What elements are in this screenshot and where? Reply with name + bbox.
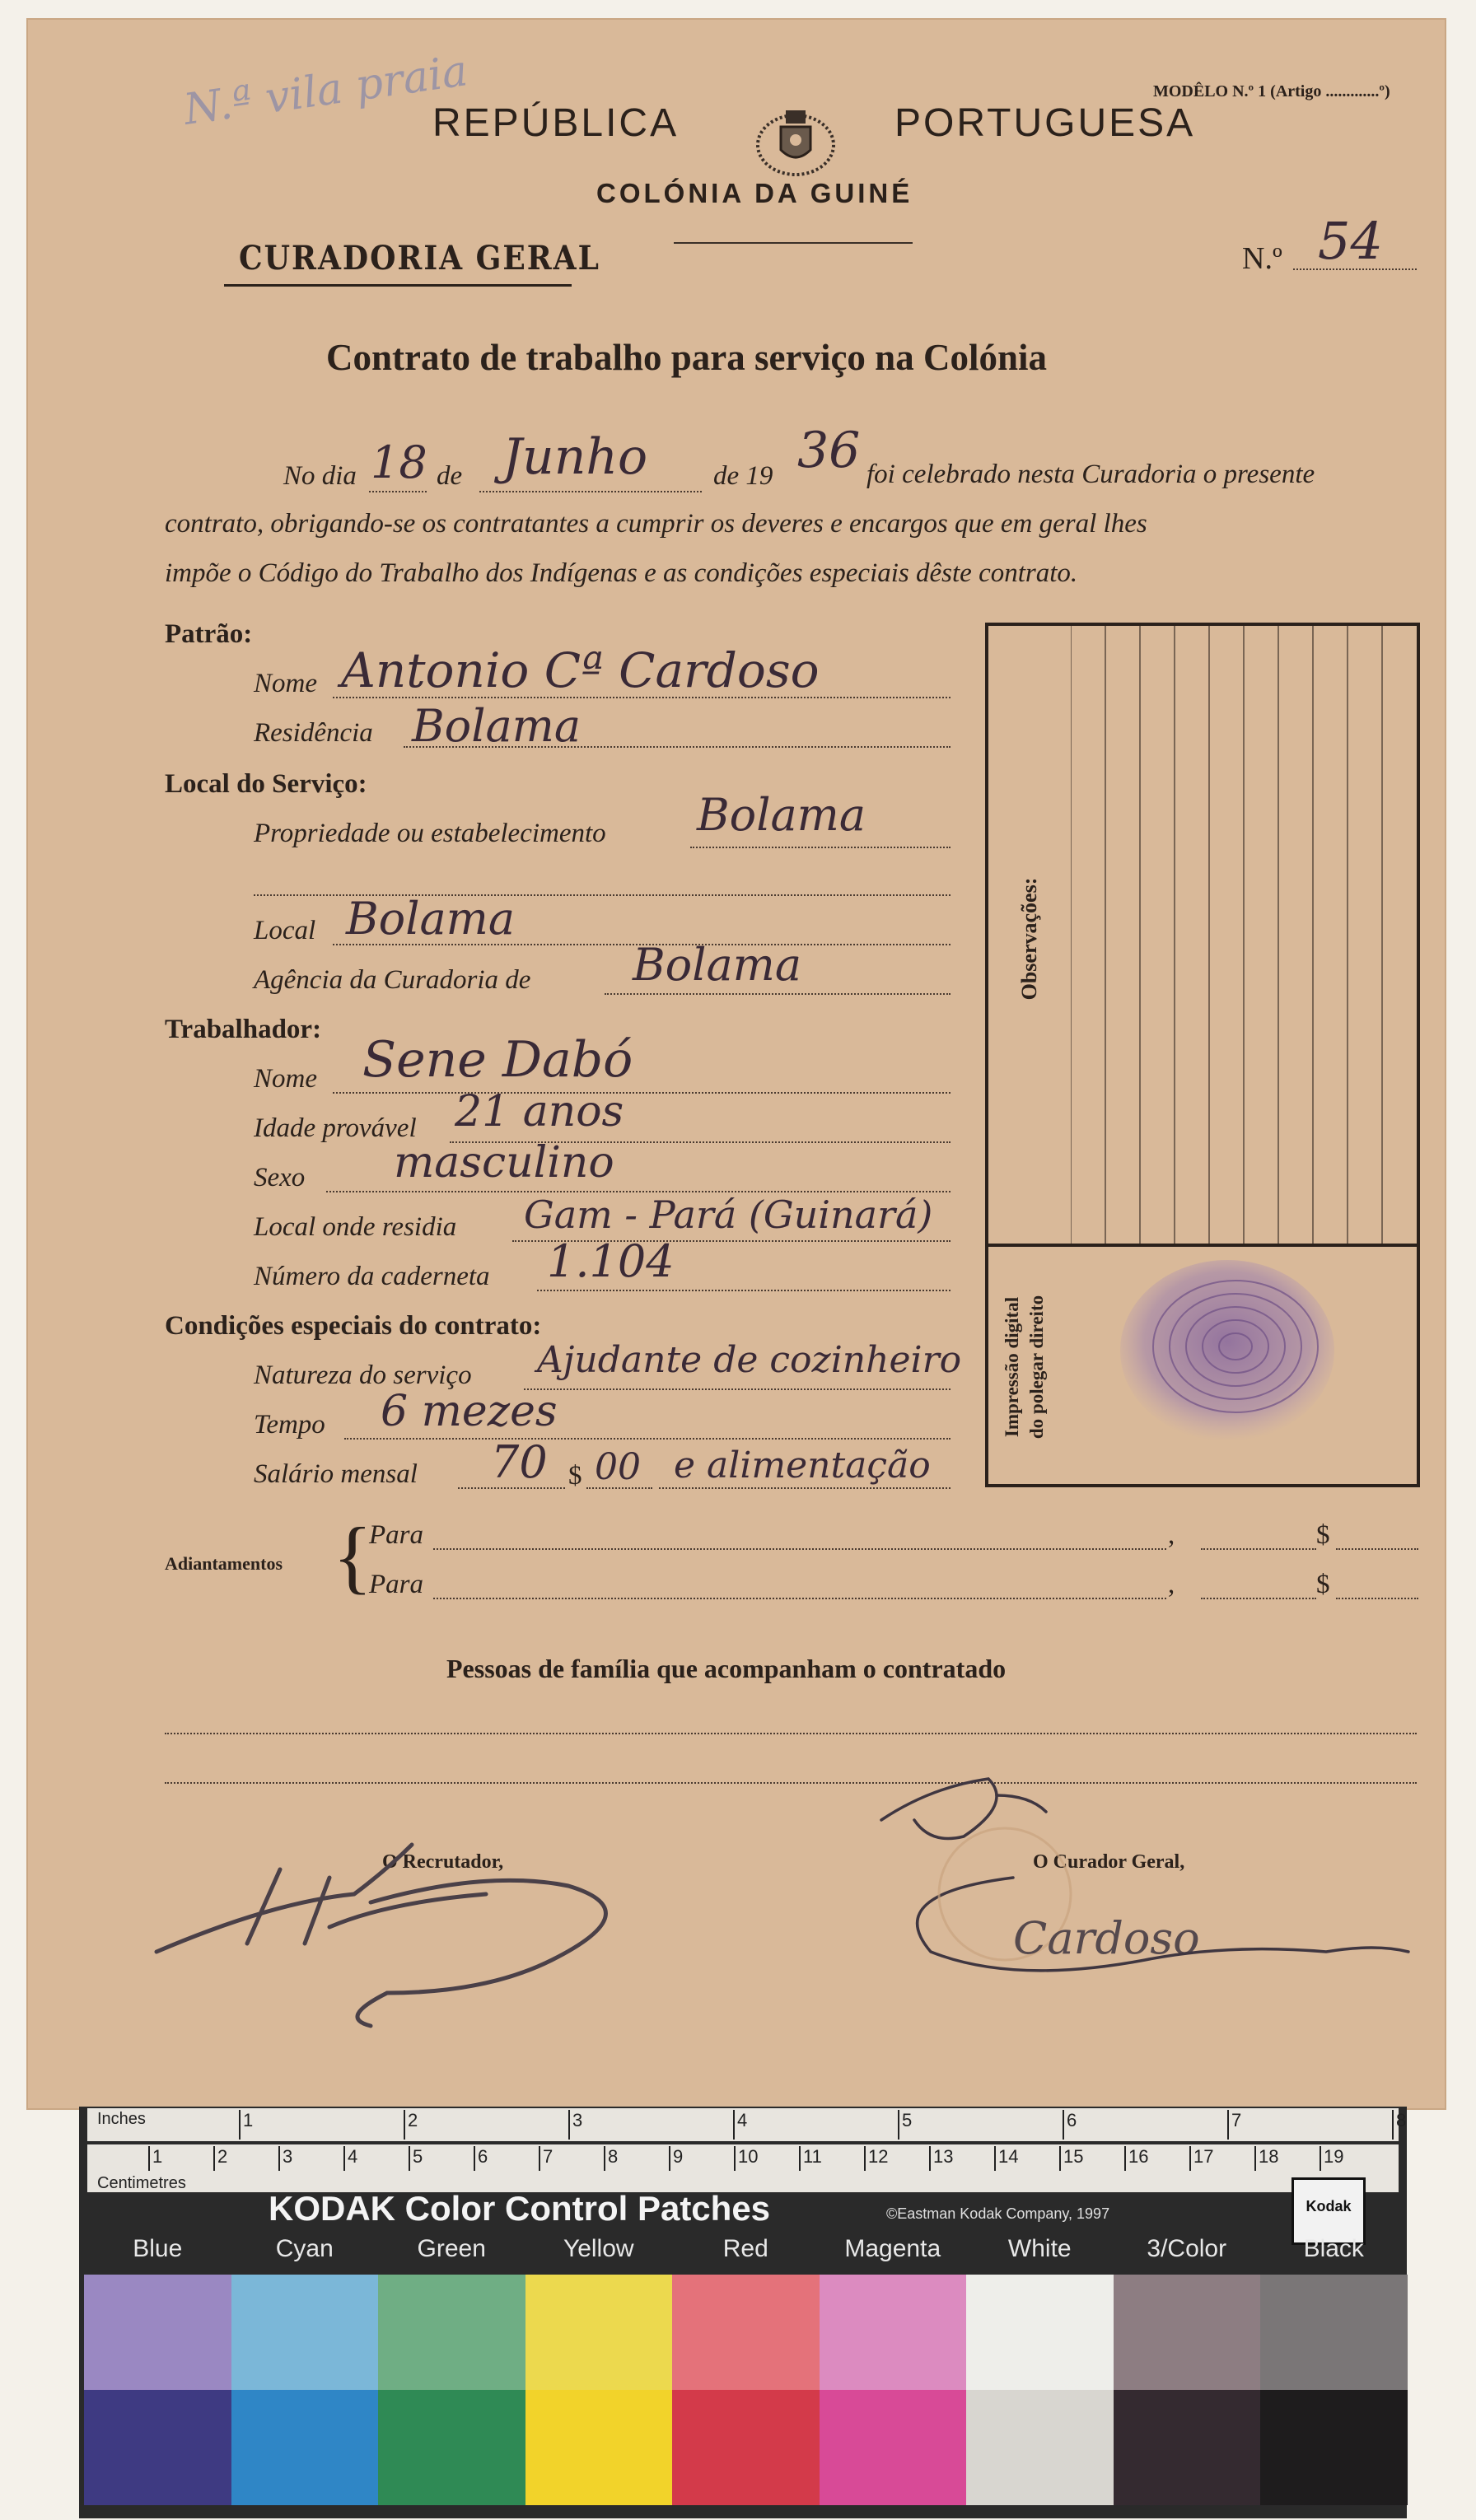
natureza-line xyxy=(524,1388,951,1390)
caderneta-value: 1.104 xyxy=(547,1235,675,1287)
month-value: Junho xyxy=(502,428,648,486)
republic-right: PORTUGUESA xyxy=(894,101,1196,145)
intro-line2: contrato, obrigando-se os contratantes a cumprir os deveres e encargos que em geral lhes xyxy=(165,509,1147,539)
day-line xyxy=(369,491,427,492)
adiantamento-currency: $ xyxy=(1316,1520,1330,1550)
agencia-line xyxy=(605,993,951,995)
trabalhador-nome-line xyxy=(333,1092,951,1094)
propriedade-label: Propriedade ou estabelecimento xyxy=(254,819,606,848)
cm-tick: 6 xyxy=(474,2146,488,2171)
patch-label: Green xyxy=(417,2235,486,2262)
curadoria-label: CURADORIA GERAL xyxy=(239,239,600,278)
familia-line-1 xyxy=(165,1733,1417,1734)
salario-value: 70 xyxy=(491,1436,548,1488)
color-patch-bottom xyxy=(525,2390,673,2505)
idade-value: 21 anos xyxy=(455,1087,624,1136)
color-patch-top xyxy=(1260,2275,1408,2390)
intro-de1: de xyxy=(437,461,463,491)
adiantamento-line xyxy=(433,1598,1166,1599)
adiantamento-amount-line xyxy=(1201,1548,1316,1550)
familia-heading: Pessoas de família que acompanham o contratado xyxy=(446,1654,1007,1683)
cm-tick: 1 xyxy=(148,2146,162,2171)
color-patch-bottom xyxy=(378,2390,525,2505)
republic-left: REPÚBLICA xyxy=(432,101,680,145)
tempo-label: Tempo xyxy=(254,1410,325,1440)
header-rule xyxy=(674,242,913,244)
patrao-heading: Patrão: xyxy=(165,619,253,649)
adiantamento-para-label: Para xyxy=(369,1570,423,1599)
adiantamento-amount-line xyxy=(1201,1598,1316,1599)
color-patch-top xyxy=(820,2275,967,2390)
inch-tick: 6 xyxy=(1063,2110,1077,2140)
observacoes-label: Observações: xyxy=(1017,877,1041,1001)
intro-line1-rest: foi celebrado nesta Curadoria o presente xyxy=(866,460,1315,489)
patrao-nome-label: Nome xyxy=(254,669,317,698)
strip-copyright: ©Eastman Kodak Company, 1997 xyxy=(886,2205,1110,2222)
residia-label: Local onde residia xyxy=(254,1212,457,1242)
patrao-nome-value: Antonio Cª Cardoso xyxy=(341,642,820,698)
inch-tick: 2 xyxy=(404,2110,418,2140)
inch-tick: 1 xyxy=(239,2110,253,2140)
pencil-note: N.ª vila praia xyxy=(180,46,471,135)
adiantamento-sep: , xyxy=(1168,1520,1175,1550)
cm-tick: 13 xyxy=(929,2146,953,2171)
local-label: Local xyxy=(254,916,316,945)
agencia-label: Agência da Curadoria de xyxy=(254,965,531,995)
inch-tick: 4 xyxy=(733,2110,747,2140)
propriedade-value: Bolama xyxy=(697,789,866,841)
adiantamento-line xyxy=(433,1548,1166,1550)
cm-tick: 2 xyxy=(213,2146,227,2171)
color-patch-bottom xyxy=(84,2390,231,2505)
side-box-divider xyxy=(985,1244,1420,1247)
patch-label: Blue xyxy=(133,2235,183,2262)
cm-tick: 9 xyxy=(669,2146,683,2171)
patch-label: Red xyxy=(722,2235,768,2262)
color-patch-top xyxy=(525,2275,673,2390)
color-patch-bottom xyxy=(820,2390,967,2505)
adiantamento-cents-line xyxy=(1336,1598,1418,1599)
sexo-value: masculino xyxy=(394,1138,614,1188)
salario-label: Salário mensal xyxy=(254,1459,418,1489)
coat-of-arms-icon xyxy=(751,102,840,181)
impressao-line1: Impressão digital xyxy=(1002,1296,1023,1438)
colony-label: COLÓNIA DA GUINÉ xyxy=(596,178,913,208)
cm-tick: 15 xyxy=(1059,2146,1083,2171)
model-label: MODÊLO N.º 1 (Artigo .............º) xyxy=(1153,82,1390,100)
cm-tick: 11 xyxy=(799,2146,822,2171)
caderneta-line xyxy=(537,1290,951,1291)
adiantamento-currency: $ xyxy=(1316,1570,1330,1599)
curadoria-underline xyxy=(224,284,572,287)
cm-tick: 8 xyxy=(604,2146,618,2171)
cm-tick: 14 xyxy=(994,2146,1018,2171)
color-patch-bottom xyxy=(231,2390,379,2505)
color-patch-bottom xyxy=(1260,2390,1408,2505)
sexo-label: Sexo xyxy=(254,1163,306,1192)
inch-tick: 3 xyxy=(568,2110,582,2140)
patrao-residencia-value: Bolama xyxy=(412,700,582,752)
inch-tick: 7 xyxy=(1227,2110,1241,2140)
local-value: Bolama xyxy=(346,893,516,945)
kodak-logo-text: Kodak xyxy=(1306,2198,1352,2214)
patch-label: 3/Color xyxy=(1147,2235,1227,2262)
natureza-value: Ajudante de cozinheiro xyxy=(537,1339,962,1381)
patch-label: Magenta xyxy=(844,2235,941,2262)
curador-label: O Curador Geral, xyxy=(1033,1851,1185,1873)
trabalhador-heading: Trabalhador: xyxy=(165,1015,322,1044)
document-title: Contrato de trabalho para serviço na Colónia xyxy=(326,337,1047,378)
cm-tick: 5 xyxy=(409,2146,423,2171)
tempo-value: 6 mezes xyxy=(381,1387,558,1436)
patch-label: Yellow xyxy=(563,2235,634,2262)
local-servico-heading: Local do Serviço: xyxy=(165,769,367,799)
salario-extra-line xyxy=(659,1487,951,1489)
cm-tick: 10 xyxy=(734,2146,758,2171)
intro-de2: de 19 xyxy=(713,461,773,491)
trabalhador-nome-value: Sene Dabó xyxy=(362,1031,633,1089)
patch-label: White xyxy=(1007,2235,1072,2262)
adiantamento-cents-line xyxy=(1336,1548,1418,1550)
salario-cents: 00 xyxy=(595,1446,641,1488)
color-patch-top xyxy=(231,2275,379,2390)
salario-extra: e alimentação xyxy=(674,1444,931,1486)
adiantamento-sep: , xyxy=(1168,1570,1175,1599)
natureza-label: Natureza do serviço xyxy=(254,1360,472,1390)
cm-tick: 7 xyxy=(539,2146,553,2171)
recrutador-label: O Recrutador, xyxy=(382,1851,504,1873)
impressao-line2: do polegar direito xyxy=(1026,1295,1047,1440)
agencia-value: Bolama xyxy=(633,939,802,991)
year-value: 36 xyxy=(797,422,861,479)
patch-label: Cyan xyxy=(275,2235,334,2262)
observacoes-grid xyxy=(1071,626,1417,1244)
propriedade-line xyxy=(690,847,951,848)
idade-label: Idade provável xyxy=(254,1113,417,1143)
residia-value: Gam - Pará (Guinará) xyxy=(524,1192,933,1237)
impressao-text xyxy=(1000,1295,1049,1439)
thumbprint-icon xyxy=(1112,1252,1343,1449)
month-line xyxy=(479,491,702,492)
cm-tick: 18 xyxy=(1254,2146,1278,2171)
adiantamentos-brace: { xyxy=(333,1510,372,1602)
color-patch-bottom xyxy=(1114,2390,1261,2505)
color-patch-top xyxy=(84,2275,231,2390)
cm-tick: 12 xyxy=(864,2146,888,2171)
inches-label: Inches xyxy=(97,2110,146,2128)
color-patch-bottom xyxy=(672,2390,820,2505)
color-patch-top xyxy=(1114,2275,1261,2390)
salario-currency: $ xyxy=(568,1461,582,1491)
cm-tick: 3 xyxy=(278,2146,292,2171)
caderneta-label: Número da caderneta xyxy=(254,1262,490,1291)
patch-label: Black xyxy=(1303,2235,1364,2262)
inch-tick: 8 xyxy=(1392,2110,1406,2140)
number-label: N.º xyxy=(1242,241,1282,276)
curador-signature: Cardoso xyxy=(1013,1912,1200,1964)
day-value: 18 xyxy=(371,436,427,488)
color-patch-top xyxy=(672,2275,820,2390)
patrao-residencia-label: Residência xyxy=(254,718,373,748)
strip-title: KODAK Color Control Patches xyxy=(269,2189,771,2228)
cm-tick: 19 xyxy=(1320,2146,1343,2171)
tempo-line xyxy=(344,1438,951,1440)
adiantamentos-label: Adiantamentos xyxy=(165,1553,283,1574)
centimetres-label: Centimetres xyxy=(97,2174,186,2192)
trabalhador-nome-label: Nome xyxy=(254,1064,317,1094)
condicoes-heading: Condições especiais do contrato: xyxy=(165,1311,542,1341)
intro-line3: impõe o Código do Trabalho dos Indígenas e as condições especiais dêste contrato. xyxy=(165,558,1078,588)
intro-prefix: No dia xyxy=(283,461,357,491)
inch-tick: 5 xyxy=(898,2110,912,2140)
number-value: 54 xyxy=(1318,211,1383,271)
cm-tick: 16 xyxy=(1124,2146,1148,2171)
color-patch-top xyxy=(378,2275,525,2390)
cm-tick: 4 xyxy=(343,2146,357,2171)
cm-tick: 17 xyxy=(1189,2146,1213,2171)
adiantamento-para-label: Para xyxy=(369,1520,423,1550)
color-patch-bottom xyxy=(966,2390,1114,2505)
signature-strokes xyxy=(140,1771,1425,2051)
color-patch-top xyxy=(966,2275,1114,2390)
